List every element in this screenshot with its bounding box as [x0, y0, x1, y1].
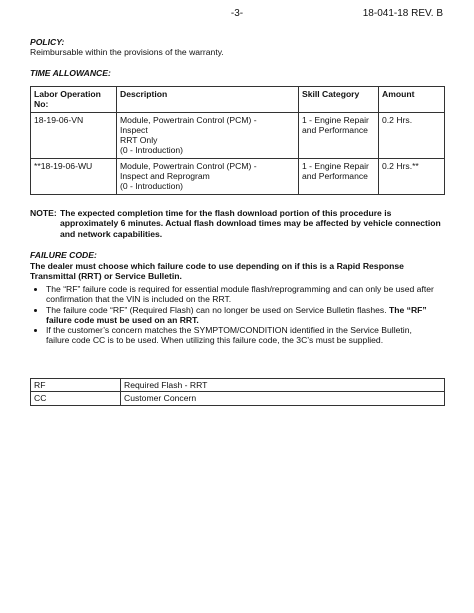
description-line: Inspect and Reprogram — [120, 171, 210, 182]
time-allowance-heading: TIME ALLOWANCE: — [30, 68, 111, 78]
description-line: Module, Powertrain Control (PCM) - — [120, 114, 257, 125]
description-line: Module, Powertrain Control (PCM) - — [120, 160, 257, 171]
description-line: Inspect — [120, 124, 148, 135]
time-allowance-table — [30, 86, 445, 195]
failure-code-table — [30, 378, 445, 406]
note-label: NOTE: — [30, 208, 57, 218]
skill-line: and Performance — [302, 171, 368, 182]
amount-cell: 0.2 Hrs.** — [379, 158, 445, 194]
list-item — [46, 325, 436, 346]
bullet-text: The “RF” failure code is required for essential module flash/reprogramming and can only be used after confirmation that the VIN is included on the RRT. — [46, 284, 434, 305]
policy-heading: POLICY: — [30, 37, 65, 47]
bullet-text: If the customer’s concern matches the SYMPTOM/CONDITION identified in the Service Bulletin, failure code CC is to be used. When utilizing this failure code, the 3C’s must be supplied. — [46, 325, 412, 346]
table-row — [31, 379, 445, 392]
list-item — [46, 305, 436, 326]
description-line: (0 - Introduction) — [120, 145, 184, 156]
description-line: (0 - Introduction) — [120, 181, 184, 192]
bullet-text: The failure code “RF” (Required Flash) can no longer be used on Service Bulletin flashes. — [46, 304, 389, 315]
column-header-skill-category: Skill Category — [299, 87, 379, 113]
failure-code-bullets — [30, 284, 436, 346]
failure-code-intro: The dealer must choose which failure code to use depending on if this is a Rapid Response Transmittal (RRT) or Service Bulletin. — [30, 261, 404, 282]
policy-text: Reimbursable within the provisions of the warranty. — [30, 47, 224, 57]
skill-line: and Performance — [302, 124, 368, 135]
column-header-description: Description — [117, 87, 299, 113]
code-description-cell: Required Flash - RRT — [121, 379, 445, 392]
column-header-amount: Amount — [379, 87, 445, 113]
code-cell: RF — [31, 379, 121, 392]
failure-code-heading: FAILURE CODE: — [30, 250, 97, 260]
code-description-cell: Customer Concern — [121, 392, 445, 405]
skill-line: 1 - Engine Repair — [302, 160, 369, 171]
table-row — [31, 112, 445, 158]
note-block — [30, 208, 444, 239]
document-id: 18-041-18 REV. B — [362, 8, 443, 19]
table-header-row — [31, 87, 445, 113]
skill-category-cell — [299, 158, 379, 194]
column-header-labor-operation: Labor Operation No: — [31, 87, 117, 113]
list-item — [46, 284, 436, 305]
description-cell — [117, 158, 299, 194]
page-number: -3- — [230, 8, 244, 19]
skill-line: 1 - Engine Repair — [302, 114, 369, 125]
labor-operation-cell: 18-19-06-VN — [31, 112, 117, 158]
description-line: RRT Only — [120, 135, 158, 146]
amount-cell: 0.2 Hrs. — [379, 112, 445, 158]
description-cell — [117, 112, 299, 158]
note-text: The expected completion time for the flash download portion of this procedure is approximately 6 minutes. Actual flash download times may be affected by vehicle connection and network capabilities. — [60, 208, 441, 239]
labor-operation-cell: **18-19-06-WU — [31, 158, 117, 194]
table-row — [31, 158, 445, 194]
bullet-bold-text: The “RF” failure code must be used on an RRT. — [46, 304, 427, 325]
table-row — [31, 392, 445, 405]
code-cell: CC — [31, 392, 121, 405]
skill-category-cell — [299, 112, 379, 158]
